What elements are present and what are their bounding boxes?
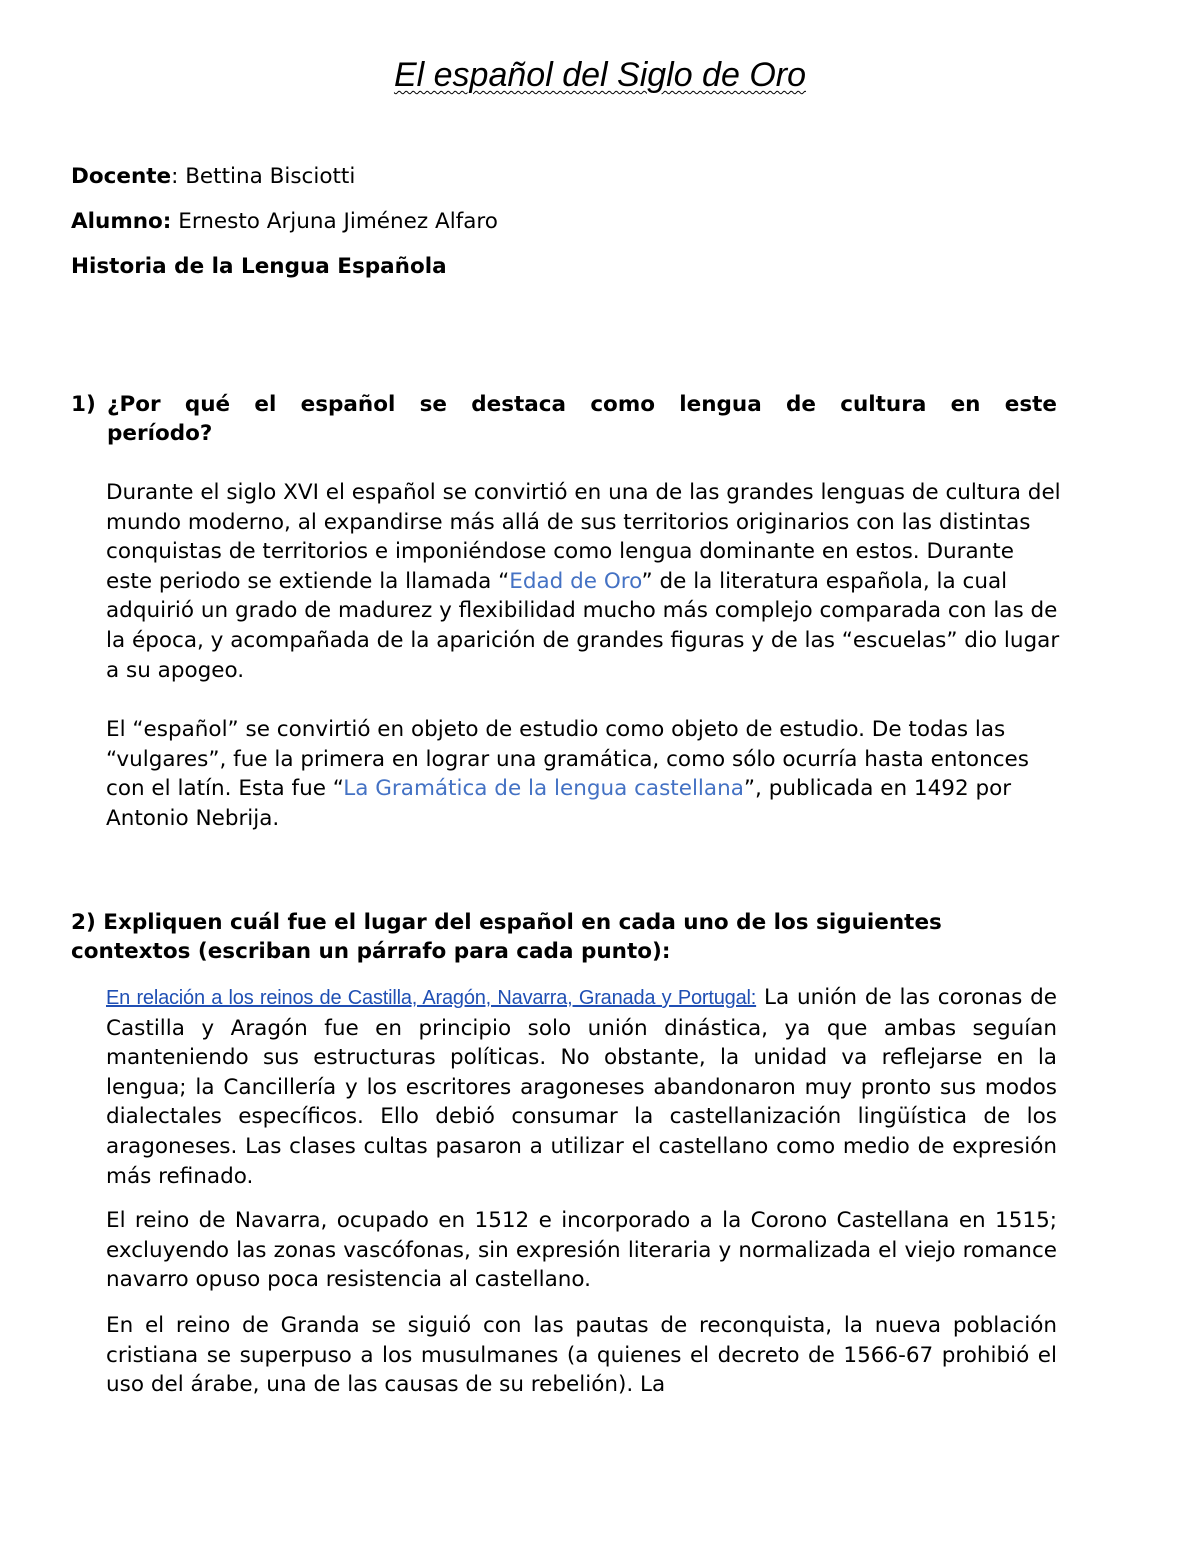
kingdoms-subheading-link[interactable]: En relación a los reinos de Castilla, Aragón, Navarra, Granada y Portugal: — [106, 987, 757, 1009]
answer-2-p1-text: La unión de las coronas de Castilla y Aragón fue en principio solo unión dinástica, ya que ambas seguían manteniendo sus estructuras políticas. No obstante, la unidad va reflejarse en la lengua; la Cancillería y los escritores aragoneses abandonaron muy pronto sus modos dialectales específicos. Ello debió consumar la castellanización lingüística de los aragoneses. Las clases cultas pasaron a utilizar el castellano como medio de expresión más refinado. — [106, 985, 1057, 1189]
question-1-text-line2: período? — [107, 421, 213, 446]
teacher-line — [71, 163, 355, 191]
document-title: El español del Siglo de Oro — [393, 56, 807, 94]
question-1-text-line1: ¿Por qué el español se destaca como lengua de cultura en este — [107, 392, 1057, 417]
course-line — [71, 253, 447, 281]
teacher-name: Bettina Bisciotti — [185, 164, 356, 189]
question-2-heading: 2) Expliquen cuál fue el lugar del español en cada uno de los siguientes contextos (escriban un párrafo para cada punto): — [71, 910, 942, 964]
course-name: Historia de la Lengua Española — [71, 254, 447, 279]
answer-2-paragraph-2: El reino de Navarra, ocupado en 1512 e incorporado a la Corono Castellana en 1515; excluyendo las zonas vascófonas, sin expresión literaria y normalizada el viejo romance navarro opuso poca resistencia al castellano. — [106, 1208, 1057, 1293]
answer-1-p2-text-a: El “español” se convirtió en objeto de estudio como objeto de estudio. De todas las “vulgares”, fue la primera en lograr una gramática, como sólo ocurría hasta entonces con el latín. Esta fue “ — [106, 717, 1029, 802]
answer-2-paragraph-3: En el reino de Granda se siguió con las pautas de reconquista, la nueva población cristiana se superpuso a los musulmanes (a quienes el decreto de 1566-67 prohibió el uso del árabe, una de las causas de su rebelión). La — [106, 1313, 1057, 1398]
gramatica-highlight: La Gramática de la lengua castellana — [343, 776, 744, 802]
answer-1-paragraph-2 — [106, 715, 1066, 833]
answer-1-p1-text-a: Durante el siglo XVI el español se convirtió en una de las grandes lenguas de cultura del mundo moderno, al expandirse más allá de sus territorios originarios con las distintas conquistas de territorios e imponiéndose como lengua dominante en estos. Durante este periodo se extiende la llamada “ — [106, 480, 1061, 594]
edad-de-oro-highlight: Edad de Oro — [509, 568, 642, 594]
student-label: Alumno: — [71, 209, 172, 234]
teacher-label: Docente — [71, 164, 172, 189]
answer-2-paragraph-1 — [106, 983, 1057, 1191]
answer-1-paragraph-1 — [106, 478, 1066, 685]
teacher-separator: : — [171, 164, 186, 189]
question-1-number: 1) — [71, 392, 96, 417]
answer-1-p2-text-b: ”, publicada en 1492 por Antonio Nebrija. — [106, 776, 1012, 831]
student-name: Ernesto Arjuna Jiménez Alfaro — [171, 209, 498, 234]
question-1-heading — [71, 390, 1057, 448]
student-line — [71, 208, 498, 236]
answer-1-p1-text-b: ” de la literatura española, la cual adquirió un grado de madurez y flexibilidad mucho más complejo comparada con las de la época, y acompañada de la aparición de grandes figuras y de las “escuelas” dio lugar a su apogeo. — [106, 568, 1060, 683]
